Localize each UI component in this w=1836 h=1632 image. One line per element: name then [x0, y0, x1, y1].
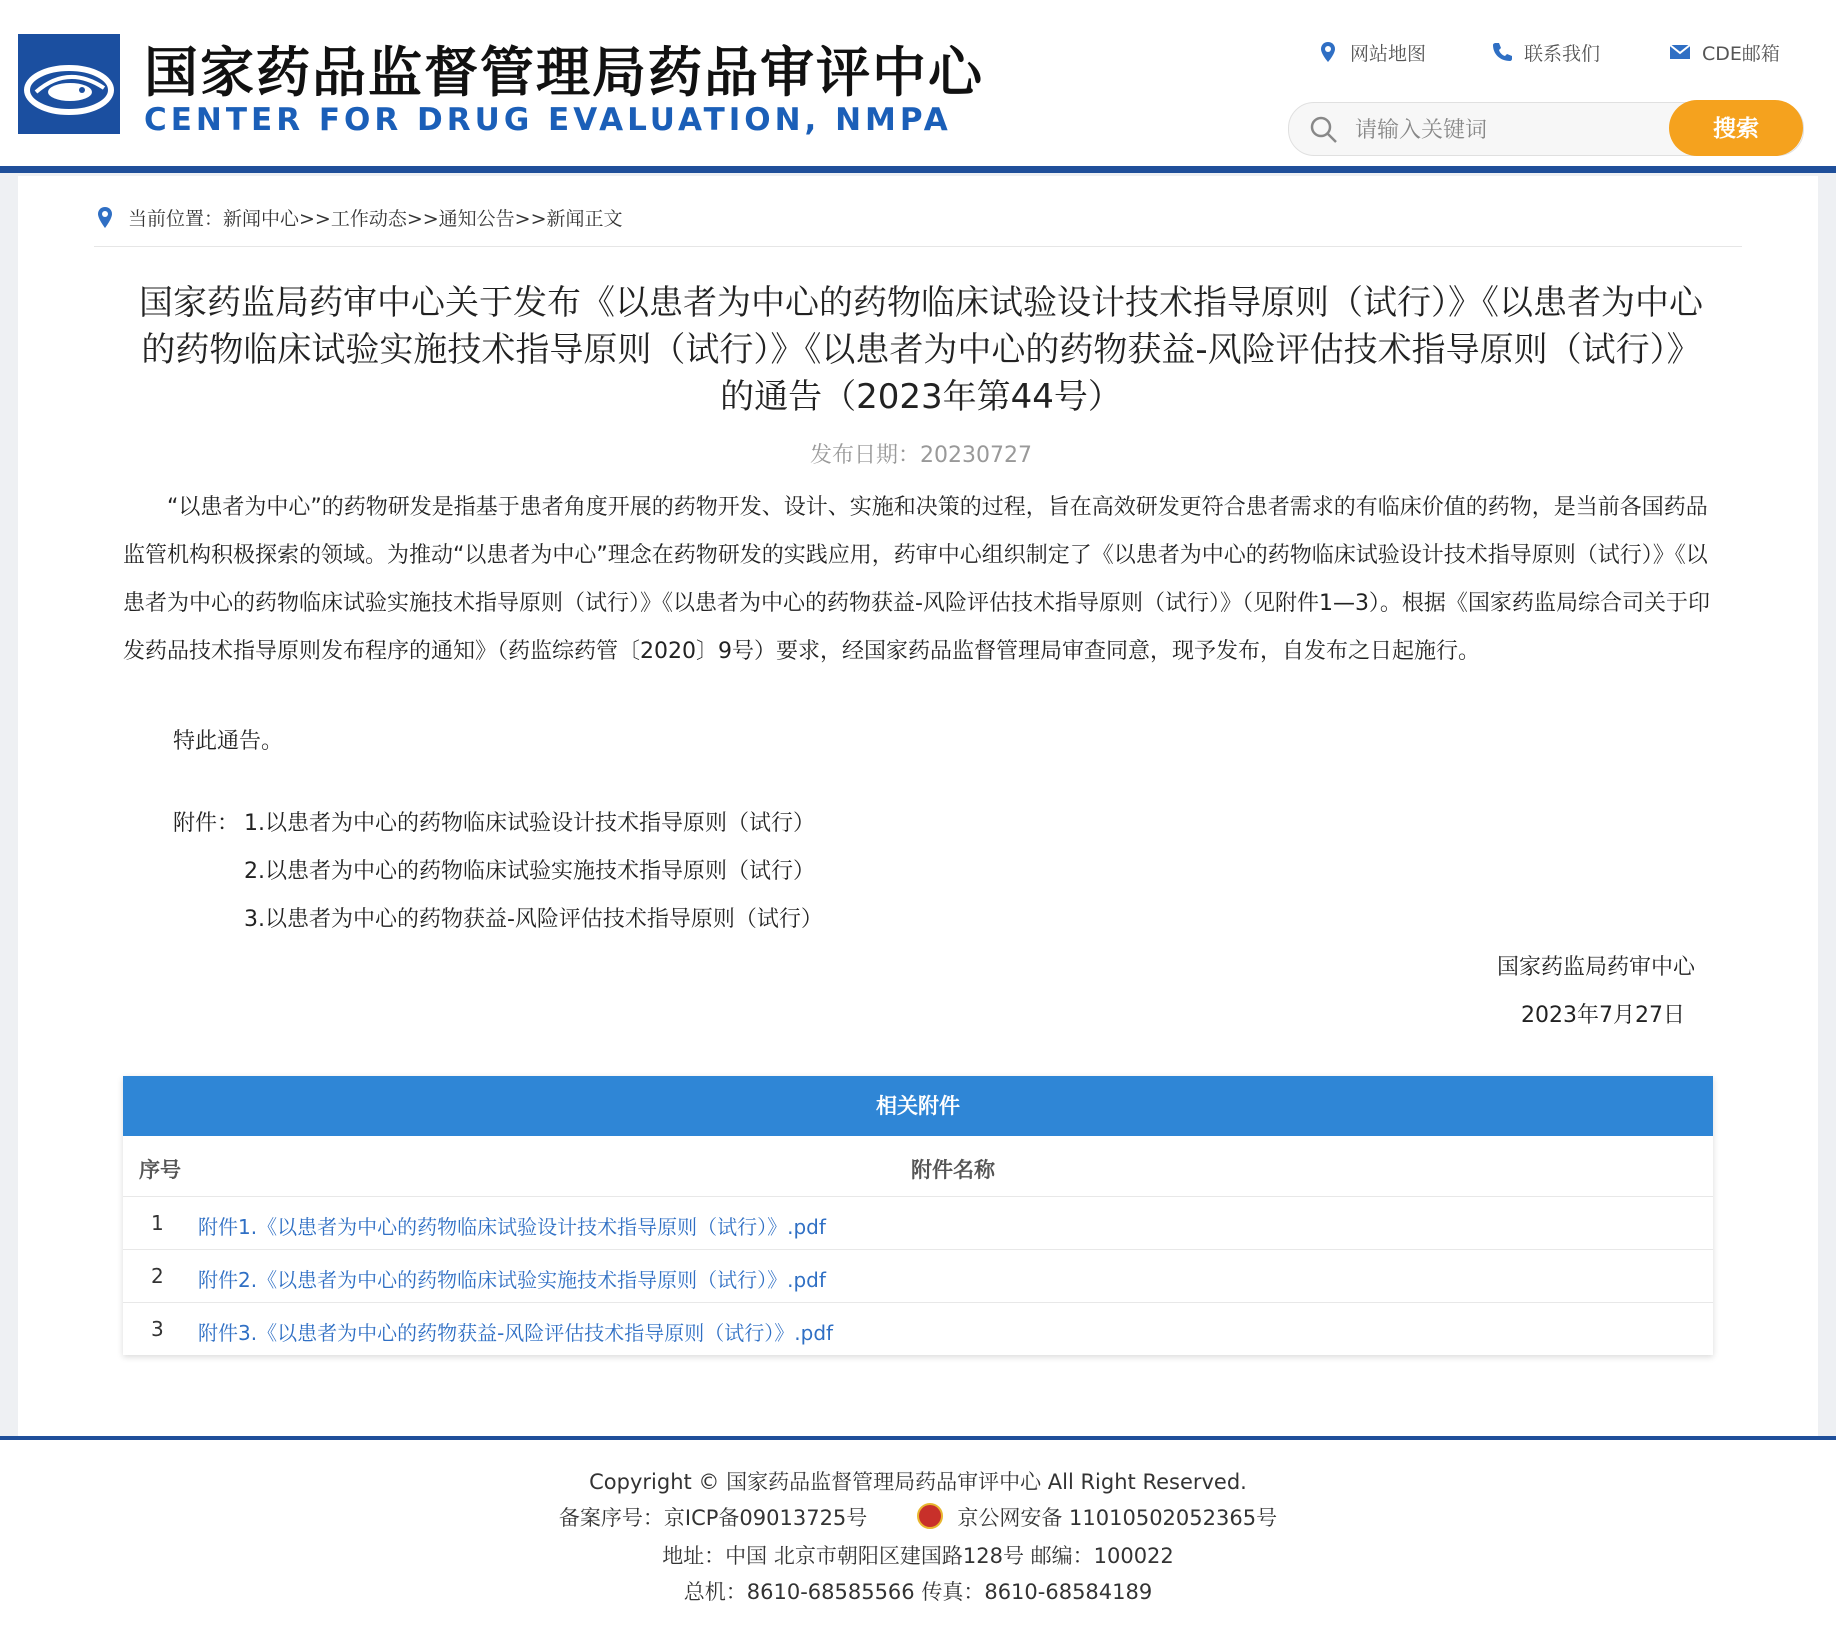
- contact-link[interactable]: [1490, 38, 1600, 66]
- copyright: Copyright © 国家药品监督管理局药品审评中心 All Right Reserved.: [589, 1470, 1247, 1494]
- row-number: 2: [151, 1264, 164, 1288]
- table-row: [123, 1303, 1713, 1355]
- breadcrumb-text[interactable]: 当前位置：新闻中心>>工作动态>>通知公告>>新闻正文: [128, 208, 623, 230]
- sign-date: 2023年7月27日: [1521, 1003, 1685, 1028]
- mail-icon: [1668, 40, 1692, 64]
- attachments-label: 附件：: [173, 811, 240, 836]
- attachment-link-3[interactable]: 附件3.《以患者为中心的药物获益-风险评估技术指导原则（试行）》.pdf: [198, 1321, 834, 1345]
- header-divider: [0, 166, 1836, 173]
- table-row: [123, 1250, 1713, 1303]
- icp-record[interactable]: 备案序号：京ICP备09013725号: [558, 1506, 868, 1530]
- search-button[interactable]: 搜索: [1669, 100, 1803, 156]
- search-input[interactable]: [1353, 111, 1687, 149]
- attachments-table: [123, 1076, 1713, 1355]
- location-pin-icon: [94, 206, 116, 230]
- content-card: [18, 176, 1818, 1436]
- col-name-header: 附件名称: [911, 1158, 995, 1182]
- search-icon: [1309, 115, 1339, 145]
- mail-label: CDE邮箱: [1702, 42, 1780, 65]
- attachment-item-1: 1.以患者为中心的药物临床试验设计技术指导原则（试行）: [244, 811, 815, 836]
- row-number: 1: [151, 1211, 164, 1235]
- table-row: [123, 1197, 1713, 1250]
- site-title-en: CENTER FOR DRUG EVALUATION, NMPA: [144, 102, 952, 138]
- attachment-item-2: 2.以患者为中心的药物临床试验实施技术指导原则（试行）: [244, 859, 815, 884]
- breadcrumb-divider: [94, 246, 1742, 247]
- address: 地址：中国 北京市朝阳区建国路128号 邮编：100022: [662, 1544, 1174, 1568]
- breadcrumb: [94, 204, 623, 231]
- sitemap-label: 网站地图: [1350, 42, 1427, 65]
- attachments-table-title: 相关附件: [123, 1076, 1713, 1136]
- site-title-cn: 国家药品监督管理局药品审评中心: [144, 41, 984, 104]
- sitemap-link[interactable]: [1316, 38, 1426, 66]
- attachments-table-header: [123, 1136, 1713, 1197]
- attachment-link-2[interactable]: 附件2.《以患者为中心的药物临床试验实施技术指导原则（试行）》.pdf: [198, 1268, 826, 1292]
- cde-logo[interactable]: [18, 34, 120, 134]
- signature: 国家药监局药审中心: [1497, 955, 1696, 980]
- article-closing: 特此通告。: [173, 729, 284, 754]
- police-badge-icon: [917, 1503, 943, 1529]
- mail-link[interactable]: [1668, 38, 1780, 66]
- phone-fax: 总机：8610-68585566 传真：8610-68584189: [683, 1580, 1153, 1604]
- row-number: 3: [151, 1317, 164, 1341]
- col-no-header: 序号: [139, 1158, 181, 1182]
- police-record[interactable]: 京公网安备 11010502052365号: [957, 1506, 1278, 1530]
- site-header: [0, 0, 1836, 168]
- site-footer: [0, 1440, 1836, 1632]
- phone-icon: [1490, 40, 1514, 64]
- publish-date: 发布日期：20230727: [810, 443, 1032, 468]
- contact-label: 联系我们: [1524, 42, 1601, 65]
- article-title: 国家药监局药审中心关于发布《以患者为中心的药物临床试验设计技术指导原则（试行）》《以患者为中心的药物临床试验实施技术指导原则（试行）》《以患者为中心的药物获益-风险评估技术指导原则（试行）》的通告（2023年第44号）: [139, 283, 1703, 417]
- attachment-link-1[interactable]: 附件1.《以患者为中心的药物临床试验设计技术指导原则（试行）》.pdf: [198, 1215, 826, 1239]
- location-pin-icon: [1316, 40, 1340, 64]
- registration-line: [0, 1502, 1836, 1532]
- article-body: “以患者为中心”的药物研发是指基于患者角度开展的药物开发、设计、实施和决策的过程，旨在高效研发更符合患者需求的有临床价值的药物，是当前各国药品监管机构积极探索的领域。为推动“以患者为中心”理念在药物研发的实践应用，药审中心组织制定了《以患者为中心的药物临床试验设计技术指导原则（试行）》《以患者为中心的药物临床试验实施技术指导原则（试行）》《以患者为中心的药物获益-风险评估技术指导原则（试行）》（见附件1—3）。根据《国家药监局综合司关于印发药品技术指导原则发布程序的通知》（药监综药管〔2020〕9号）要求，经国家药品监督管理局审查同意，现予发布，自发布之日起施行。: [123, 495, 1710, 664]
- attachment-item-3: 3.以患者为中心的药物获益-风险评估技术指导原则（试行）: [244, 907, 823, 932]
